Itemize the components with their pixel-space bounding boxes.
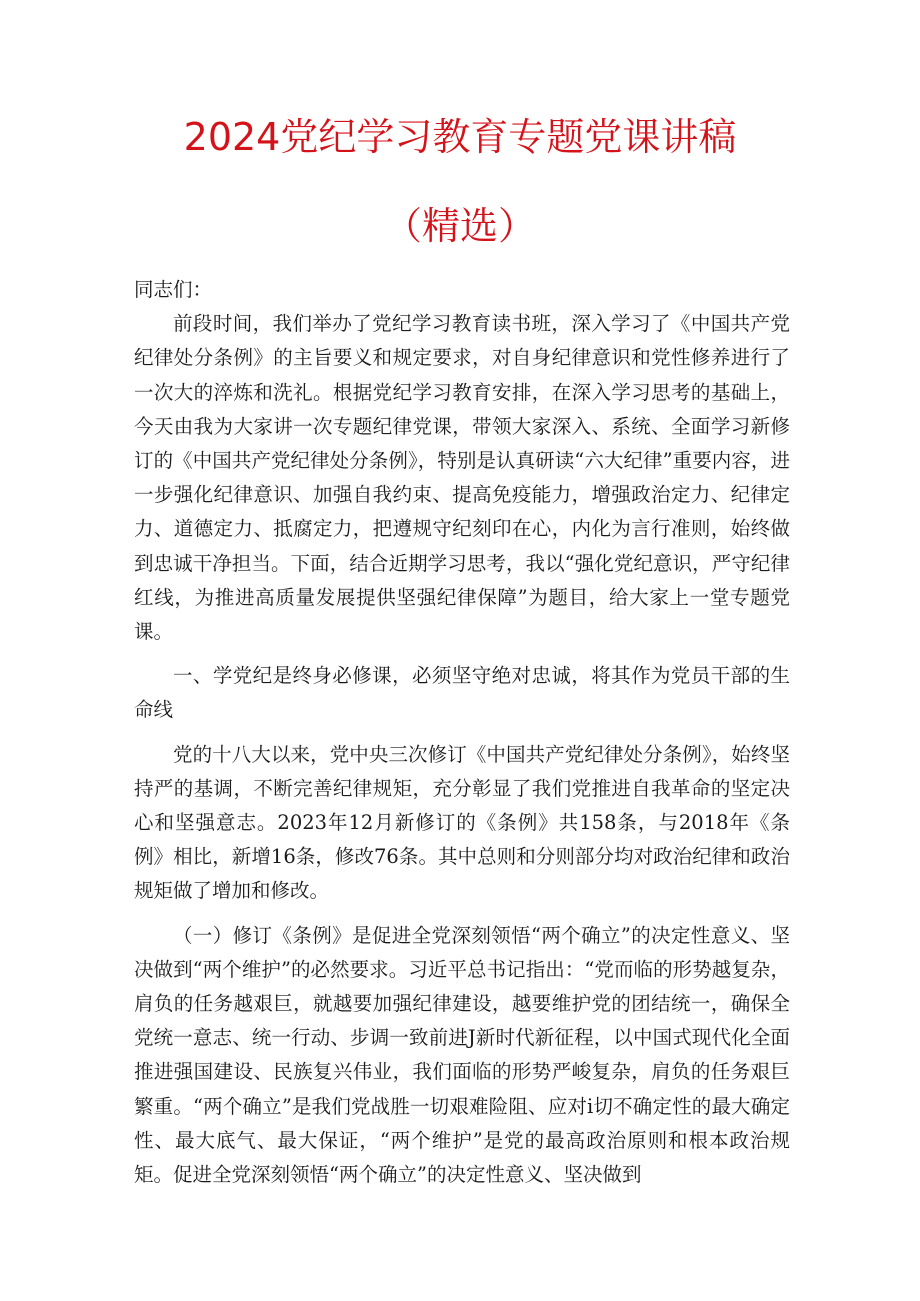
document-body <box>134 273 790 1192</box>
salutation: 同志们： <box>134 278 213 301</box>
paragraph-intro: 前段时间，我们举办了党纪学习教育读书班，深入学习了《中国共产党纪律处分条例》的主旨要义和规定要求，对自身纪律意识和党性修养进行了一次大的淬炼和洗礼。根据党纪学习教育安排，在深入学习思考的基础上，今天由我为大家讲一次专题纪律党课，带领大家深入、系统、全面学习新修订的《中国共产党纪律处分条例》，特别是认真研读“六大纪律”重要内容，进一步强化纪律意识、加强自我约束、提高免疫能力，增强政治定力、纪律定力、道德定力、抵腐定力，把遵规守纪刻印在心，内化为言行准则，始终做到忠诚干净担当。下面，结合近期学习思考，我以“强化党纪意识，严守纪律红线，为推进高质量发展提供坚强纪律保障”为题目，给大家上一堂专题党课。 <box>134 312 790 644</box>
section-heading-1: 一、学党纪是终身必修课，必须坚守绝对忠诚，将其作为党员干部的生命线 <box>134 664 790 722</box>
document-subtitle: （精选） <box>383 204 536 248</box>
paragraph-section-1: 党的十八大以来，党中央三次修订《中国共产党纪律处分条例》，始终坚持严的基调，不断完善纪律规矩，充分彰显了我们党推进自我革命的坚定决心和坚强意志。2023年12月新修订的《条例》共158条，与2018年《条例》相比，新增16条，修改76条。其中总则和分则部分均对政治纪律和政治规矩做了增加和修改。 <box>134 742 790 903</box>
document-title: 2024党纪学习教育专题党课讲稿 <box>183 115 737 159</box>
paragraph-subsection-1: （一）修订《条例》是促进全党深刻领悟“两个确立”的决定性意义、坚决做到“两个维护”的必然要求。习近平总书记指出：“党而临的形势越复杂，肩负的任务越艰巨，就越要加强纪律建设，越要维护党的团结统一，确保全党统一意志、统一行动、步调一致前进J新时代新征程，以中国式现代化全面推进强国建设、民族复兴伟业，我们面临的形势严峻复杂，肩负的任务艰巨繁重。“两个确立”是我们党战胜一切艰难险阻、应对i切不确定性的最大确定性、最大底气、最大保证，“两个维护”是党的最高政治原则和根本政治规矩。促进全党深刻领悟“两个确立”的决定性意义、坚决做到 <box>134 923 790 1187</box>
